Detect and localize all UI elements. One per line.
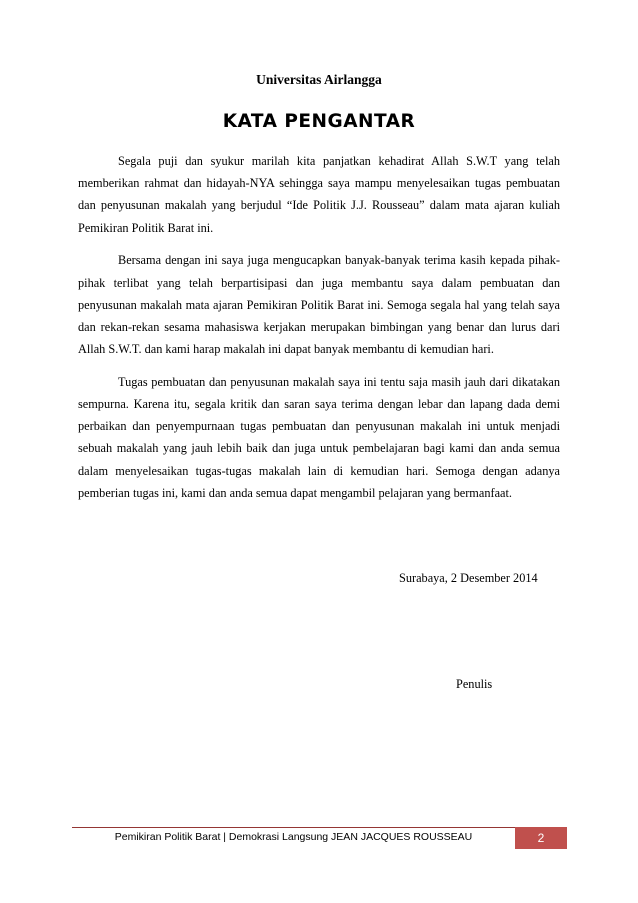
signoff-author: Penulis (456, 677, 493, 691)
body-text (78, 150, 560, 515)
footer-text: Pemikiran Politik Barat | Demokrasi Langsung JEAN JACQUES ROUSSEAU (114, 831, 473, 843)
page-number-badge: 2 (515, 827, 567, 849)
page-title: KATA PENGANTAR (222, 111, 416, 132)
footer-divider (72, 827, 515, 828)
signoff-date: Surabaya, 2 Desember 2014 (399, 571, 538, 585)
university-header: Universitas Airlangga (256, 72, 382, 87)
paragraph-3: Tugas pembuatan dan penyusunan makalah saya ini tentu saja masih jauh dari dikatakan sempurna. Karena itu, segala kritik dan saran saya terima dengan lebar dan lapang dada demi perbaikan dan penyempurnaan tugas pembuatan dan penyusunan makalah ini untuk menjadi sebuah makalah yang jauh lebih baik dan juga untuk pembelajaran bagi kami dan anda semua dalam menyelesaikan tugas-tugas makalah lain di kemudian hari. Semoga dengan adanya pemberian tugas ini, kami dan anda semua dapat mengambil pelajaran yang bermanfaat. (78, 374, 560, 500)
paragraph-2: Bersama dengan ini saya juga mengucapkan banyak-banyak terima kasih kepada pihak-pihak terlibat yang telah berpartisipasi dan juga membantu saya dalam pembuatan dan penyusunan makalah mata ajaran Pemikiran Politik Barat ini. Semoga segala hal yang telah saya dan rekan-rekan sesama mahasiswa kerjakan merupakan bimbingan yang benar dan lurus dari Allah S.W.T. dan kami harap makalah ini dapat banyak membantu di kemudian hari. (78, 253, 560, 357)
paragraph-1: Segala puji dan syukur marilah kita panjatkan kehadirat Allah S.W.T yang telah memberikan rahmat dan hidayah-NYA sehingga saya mampu menyelesaikan tugas pembuatan dan penyusunan makalah yang berjudul “Ide Politik J.J. Rousseau” dalam mata ajaran kuliah Pemikiran Politik Barat ini. (78, 154, 560, 235)
